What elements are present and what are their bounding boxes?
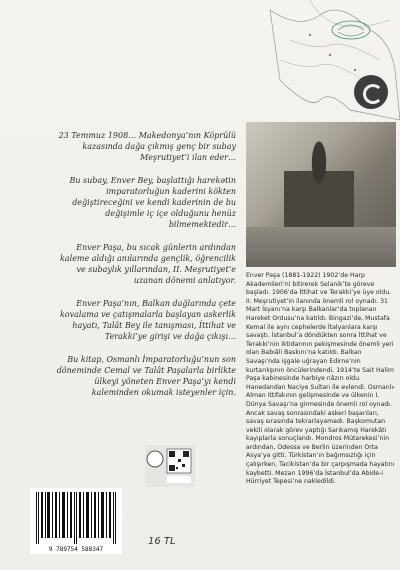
quote-2: Bu subay, Enver Bey, başlattığı harekətin imparatorluğun kaderini kökten değiştireceğini ve kendi kaderinin de bu değişimle iç içe olduğunu henüz bilmemektedir… [69,176,236,229]
quote-3: Enver Paşa, bu sıcak günlerin ardından kaleme aldığı anılarında gençlik, öğrencilik ve subaylık yıllarından, II. Meşrutiyet’e uzanan dönemi anlatıyor. [60,243,236,285]
author-biography: Enver Paşa (1881-1922) 1902’de Harp Akademileri’ni bitirerek Selanik’te göreve başladı. 1906’da İttihat ve Terakki’ye üye oldu. II. Meşrutiyet’in ilanında önemli rol oynadı. 31 Mart İsyanı’na karşı Balkanlar’da toplanan Hareket Ordusu’na katıldı. Bingazi’de, Mustafa Kemal ile aynı cephelerde İtalyanlara karşı savaştı. İstanbul’a döndükten sonra İttihat ve Terakki’nin iktidarının pekişmesinde önemli yeri olan Babıâli Baskını’na katıldı. Balkan Savaşı’nda işgale uğrayan Edirne’nin kurtarılışının öncülerindendi. 1914’te Sait Halim Paşa kabinesinde harbiye nâzırı oldu. Hanedandan Naciye Sultan ile evlendi. Osmanlı-Alman ittifakının gelişmesinde ve ülkenin I. Dünya Savaşı’na girmesinde önemli rol oynadı. Ancak savaş sonrasındaki askeri başarıları, savaş sırasında tekrarlayamadı. Başkomutan vekili olarak görev yaptığı Sarıkamış Harekâtı kayıplarla sonuçlandı. Mondros Mütarekesi’nin ardından, Odessa ve Berlin üzerinden Orta Asya’ya gitti. Türkistan’ın bağımsızlığı için çalışırken, Tacikistan’da bir çarpışmada hayatını kaybetti. Mezarı 1996’da İstanbul’da Abide-i Hürriyet Tepesi’ne nakledildi. [246,272,396,486]
quote-5: Bu kitap, Osmanlı İmparatorluğu’nun son döneminde Cemal ve Talât Paşalarla birlikte ülkeyi yöneten Enver Paşa’yı kendi kaleminden okumak isteyenler için. [56,355,236,397]
back-cover-quotes [50,130,236,410]
publisher-circle-logo [354,75,388,109]
author-photo [246,122,396,267]
barcode-bars [34,492,118,544]
barcode [30,488,122,554]
quote-4: Enver Paşa’nın, Balkan dağlarında çete kovalama ve çatışmalarla başlayan askerlik hayatı, Talât Bey ile tanışması, İttihat ve Terakki’ye girişi ve dağa çıkışı… [59,299,236,341]
photo-desk [246,227,396,267]
qr-code-sticker [145,445,195,487]
isbn-number: 9 789754 588347 [48,546,104,553]
price-label: 16 TL [148,536,176,547]
quote-1: 23 Temmuz 1908… Makedonya’nın Köprülü kazasında dağa çıkmış genç bir subay Meşrutiyet’i ilan eder… [58,131,236,162]
publisher-logo-stamp [330,18,372,42]
